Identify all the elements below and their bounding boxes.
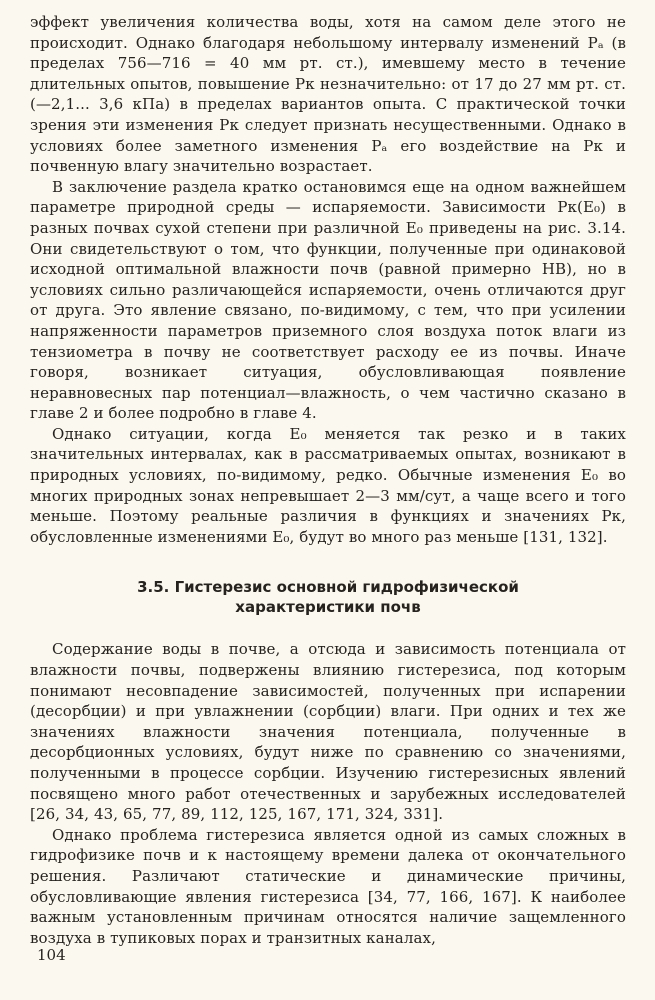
- section-heading-line-1: 3.5. Гистерезис основной гидрофизической: [137, 578, 519, 597]
- paragraph-hysteresis-intro: Содержание воды в почве, а отсюда и зависимость потенциала от влажности почвы, подвержены влиянию гистерезиса, под которым понимают несовпадение зависимостей, полученных при испарении (десорбции) и при увлажнении (сорбции) влаги. При одних и тех же значениях влажности значения потенциала, полученные в десорбционных условиях, будут ниже по сравнению со значениями, полученными в процессе сорбции. Изучению гистерезисных явлений посвящено много работ отечественных и зарубежных исследователей [26, 34, 43, 65, 77, 89, 112, 125, 167, 171, 324, 331].: [30, 640, 626, 824]
- paragraph-continuation: эффект увеличения количества воды, хотя на самом деле этого не происходит. Однако благодаря небольшому интервалу изменений Pₐ (в пределах 756—716 = 40 мм рт. ст.), имевшему место в течение длительных опытов, повышение Pк незначительно: от 17 до 27 мм рт. ст. (—2,1... 3,6 кПа) в пределах вариантов опыта. С практической точки зрения эти изменения Pк следует признать несущественными. Однако в условиях более заметного изменения Pₐ его воздействие на Pк и почвенную влагу значительно возрастает.: [30, 13, 626, 176]
- page-number: 104: [37, 946, 66, 964]
- paragraph-evaporation: В заключение раздела кратко остановимся еще на одном важнейшем параметре природной среды — испаряемости. Зависимости Pк(E₀) в разных почвах сухой степени при различной E₀ приведены на рис. 3.14. Они свидетельствуют о том, что функции, полученные при одинаковой исходной оптимальной влажности почв (равной примерно HB), но в условиях сильно различающейся испаряемости, очень отличаются друг от друга. Это явление связано, по-видимому, с тем, что при усилении напряженности параметров приземного слоя воздуха поток влаги из тензиометра в почву не соответствует расходу ее из почвы. Иначе говоря, возникает ситуация, обусловливающая появление неравновесных пар потенциал—влажность, о чем частично сказано в главе 2 и более подробно в главе 4.: [30, 177, 626, 423]
- page-body: [30, 12, 626, 948]
- paragraph-natural-conditions: Однако ситуации, когда E₀ меняется так резко и в таких значительных интервалах, как в рассматриваемых опытах, возникают в природных условиях, по-видимому, редко. Обычные изменения E₀ во многих природных зонах непревышает 2—3 мм/сут, а чаще всего и того меньше. Поэтому реальные различия в функциях и значениях Pк, обусловленные изменениями E₀, будут во много раз меньше [131, 132].: [30, 424, 626, 546]
- section-heading-line-2: характеристики почв: [235, 598, 421, 617]
- paragraph-hysteresis-causes: Однако проблема гистерезиса является одной из самых сложных в гидрофизике почв и к настоящему времени далека от окончательного решения. Различают статические и динамические причины, обусловливающие явления гистерезиса [34, 77, 166, 167]. К наиболее важным установленным причинам относятся наличие защемленного воздуха в тупиковых порах и транзитных каналах,: [30, 825, 626, 947]
- section-heading: [30, 577, 626, 617]
